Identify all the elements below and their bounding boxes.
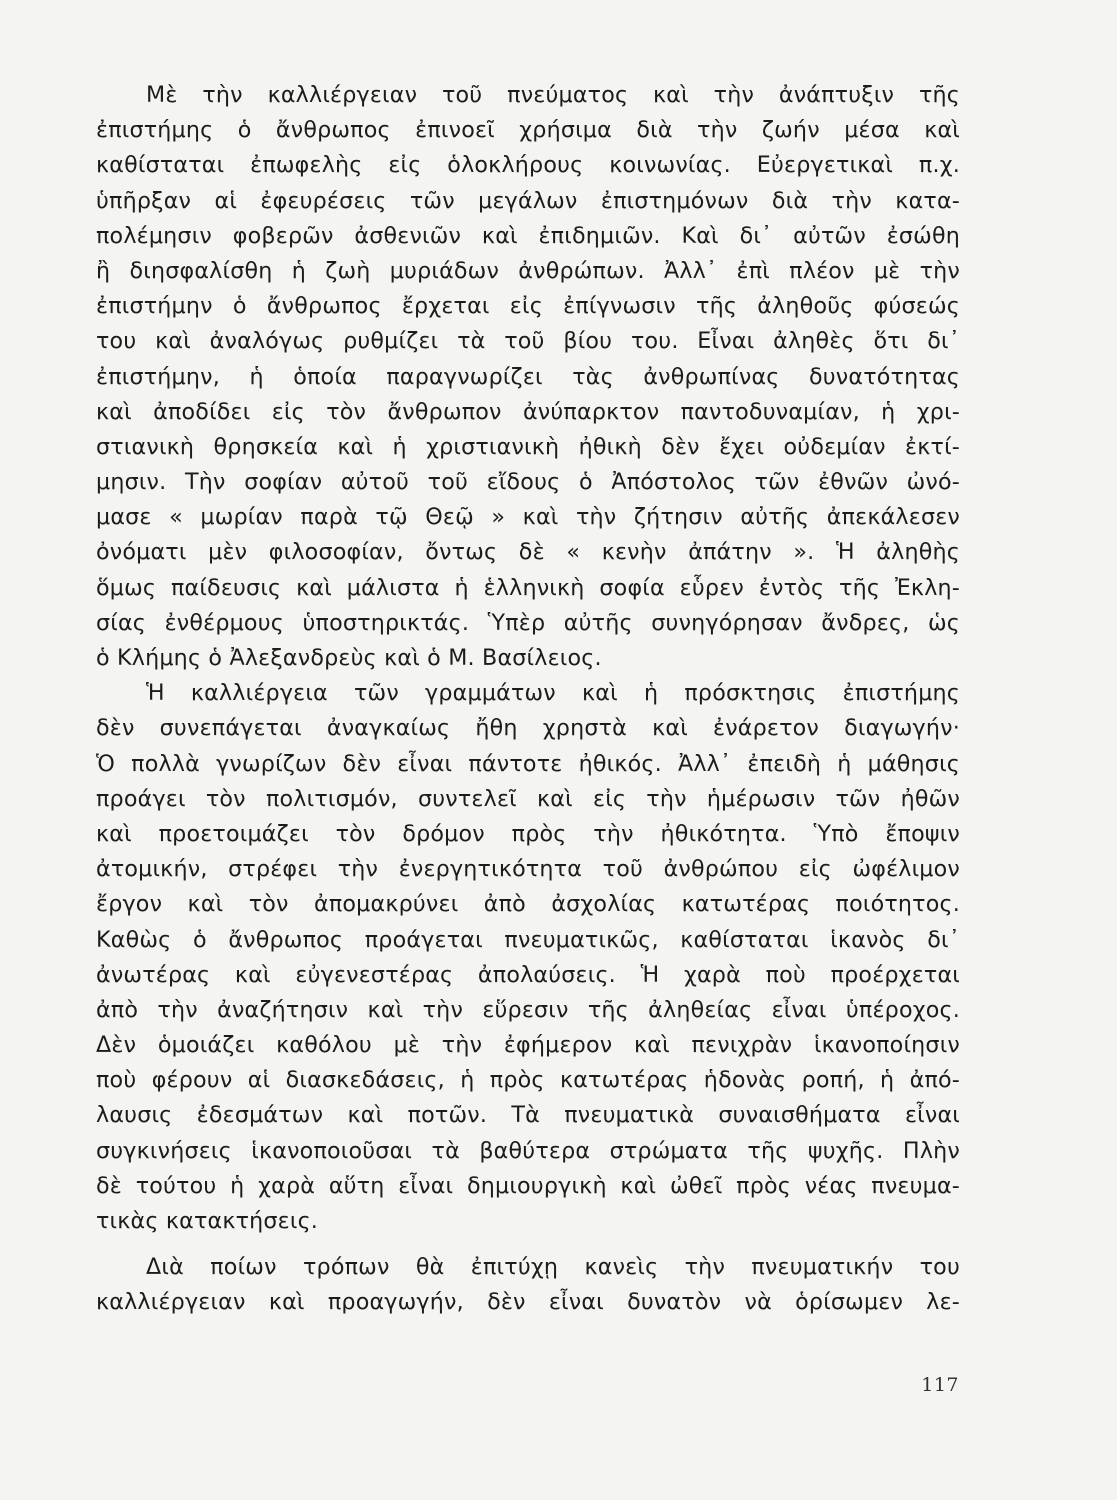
text-line: συγκινήσεις ἱκανοποιοῦσαι τὰ βαθύτερα στρώματα τῆς ψυχῆς. Πλὴν [96, 1137, 960, 1164]
text-line: δὲ τούτου ἡ χαρὰ αὕτη εἶναι δημιουργικὴ καὶ ὠθεῖ πρὸς νέας πνευμα- [96, 1172, 960, 1199]
text-line: Δὲν ὁμοιάζει καθόλου μὲ τὴν ἐφήμερον καὶ πενιχρὰν ἱκανοποίησιν [96, 1032, 960, 1059]
text-line: ἐπιστήμην ὁ ἄνθρωπος ἔρχεται εἰς ἐπίγνωσιν τῆς ἀληθοῦς φύσεώς [96, 293, 960, 320]
text-line: ὅμως παίδευσις καὶ μάλιστα ἡ ἑλληνικὴ σοφία εὗρεν ἐντὸς τῆς Ἐκλη- [96, 574, 960, 601]
text-line: ἀτομικήν, στρέφει τὴν ἐνεργητικότητα τοῦ ἀνθρώπου εἰς ὠφέλιμον [96, 856, 960, 883]
text-line: ἢ διησφαλίσθη ἡ ζωὴ μυριάδων ἀνθρώπων. Ἀλλ᾽ ἐπὶ πλέον μὲ τὴν [96, 257, 960, 284]
text-line: σίας ἐνθέρμους ὑποστηρικτάς. Ὑπὲρ αὐτῆς συνηγόρησαν ἄνδρες, ὡς [96, 609, 960, 636]
text-line: μησιν. Τὴν σοφίαν αὐτοῦ τοῦ εἴδους ὁ Ἀπόστολος τῶν ἐθνῶν ὠνό- [96, 469, 960, 496]
text-line: ὀνόματι μὲν φιλοσοφίαν, ὄντως δὲ « κενὴν ἀπάτην ». Ἡ ἀληθὴς [96, 539, 960, 566]
text-line: καλλιέργειαν καὶ προαγωγήν, δὲν εἶναι δυνατὸν νὰ ὁρίσωμεν λε- [96, 1289, 960, 1316]
text-line: ἔργον καὶ τὸν ἀπομακρύνει ἀπὸ ἀσχολίας κατωτέρας ποιότητος. [96, 891, 960, 918]
text-line: Διὰ ποίων τρόπων θὰ ἐπιτύχῃ κανεὶς τὴν πνευματικήν του [146, 1254, 960, 1280]
text-line: πολέμησιν φοβερῶν ἀσθενιῶν καὶ ἐπιδημιῶν. Καὶ δι᾽ αὐτῶν ἐσώθη [96, 222, 960, 249]
text-line: ποὺ φέρουν αἱ διασκεδάσεις, ἡ πρὸς κατωτέρας ἡδονὰς ροπή, ἡ ἀπό- [96, 1067, 960, 1094]
text-line: ἐπιστήμης ὁ ἄνθρωπος ἐπινοεῖ χρήσιμα διὰ τὴν ζωήν μέσα καὶ [96, 117, 960, 144]
text-line: καὶ προετοιμάζει τὸν δρόμον πρὸς τὴν ἠθικότητα. Ὑπὸ ἔποψιν [96, 820, 960, 847]
main-text [96, 78, 960, 1239]
text-line: ἀπὸ τὴν ἀναζήτησιν καὶ τὴν εὕρεσιν τῆς ἀληθείας εἶναι ὑπέροχος. [96, 996, 960, 1023]
text-line: ὁ Κλήμης ὁ Ἀλεξανδρεὺς καὶ ὁ Μ. Βασίλειος. [96, 645, 602, 671]
text-line: καθίσταται ἐπωφελὴς εἰς ὁλοκλήρους κοινωνίας. Εὐεργετικαὶ π.χ. [96, 152, 960, 179]
text-line: Μὲ τὴν καλλιέργειαν τοῦ πνεύματος καὶ τὴν ἀνάπτυξιν τῆς [146, 82, 960, 108]
text-line: προάγει τὸν πολιτισμόν, συντελεῖ καὶ εἰς τὴν ἡμέρωσιν τῶν ἠθῶν [96, 785, 960, 812]
text-line: καὶ ἀποδίδει εἰς τὸν ἄνθρωπον ἀνύπαρκτον παντοδυναμίαν, ἡ χρι- [96, 398, 960, 425]
text-line: λαυσις ἐδεσμάτων καὶ ποτῶν. Τὰ πνευματικὰ συναισθήματα εἶναι [96, 1102, 960, 1129]
text-line: μασε « μωρίαν παρὰ τῷ Θεῷ » καὶ τὴν ζήτησιν αὐτῆς ἀπεκάλεσεν [96, 504, 960, 531]
text-line: ἐπιστήμην, ἡ ὁποία παραγνωρίζει τὰς ἀνθρωπίνας δυνατότητας [96, 363, 960, 390]
text-line: του καὶ ἀναλόγως ρυθμίζει τὰ τοῦ βίου του. Εἶναι ἀληθὲς ὅτι δι᾽ [96, 328, 960, 355]
text-line: ἀνωτέρας καὶ εὐγενεστέρας ἀπολαύσεις. Ἡ χαρὰ ποὺ προέρχεται [96, 961, 960, 988]
text-line: δὲν συνεπάγεται ἀναγκαίως ἤθη χρηστὰ καὶ ἐνάρετον διαγωγήν· [96, 715, 960, 742]
text-line: Ὁ πολλὰ γνωρίζων δὲν εἶναι πάντοτε ἠθικός. Ἀλλ᾽ ἐπειδὴ ἡ μάθησις [96, 750, 960, 777]
text-line: Καθὼς ὁ ἄνθρωπος προάγεται πνευματικῶς, καθίσταται ἱκανὸς δι᾽ [96, 926, 960, 953]
text-line: Ἡ καλλιέργεια τῶν γραμμάτων καὶ ἡ πρόσκτησις ἐπιστήμης [146, 680, 960, 707]
text-line: τικὰς κατακτήσεις. [96, 1208, 319, 1234]
text-line: ὑπῆρξαν αἱ ἐφευρέσεις τῶν μεγάλων ἐπιστημόνων διὰ τὴν κατα- [96, 187, 960, 214]
text-line: στιανικὴ θρησκεία καὶ ἡ χριστιανικὴ ἠθικὴ δὲν ἔχει οὐδεμίαν ἐκτί- [96, 433, 960, 460]
page-number: 117 [921, 1374, 959, 1396]
closing-paragraph [96, 1250, 960, 1320]
